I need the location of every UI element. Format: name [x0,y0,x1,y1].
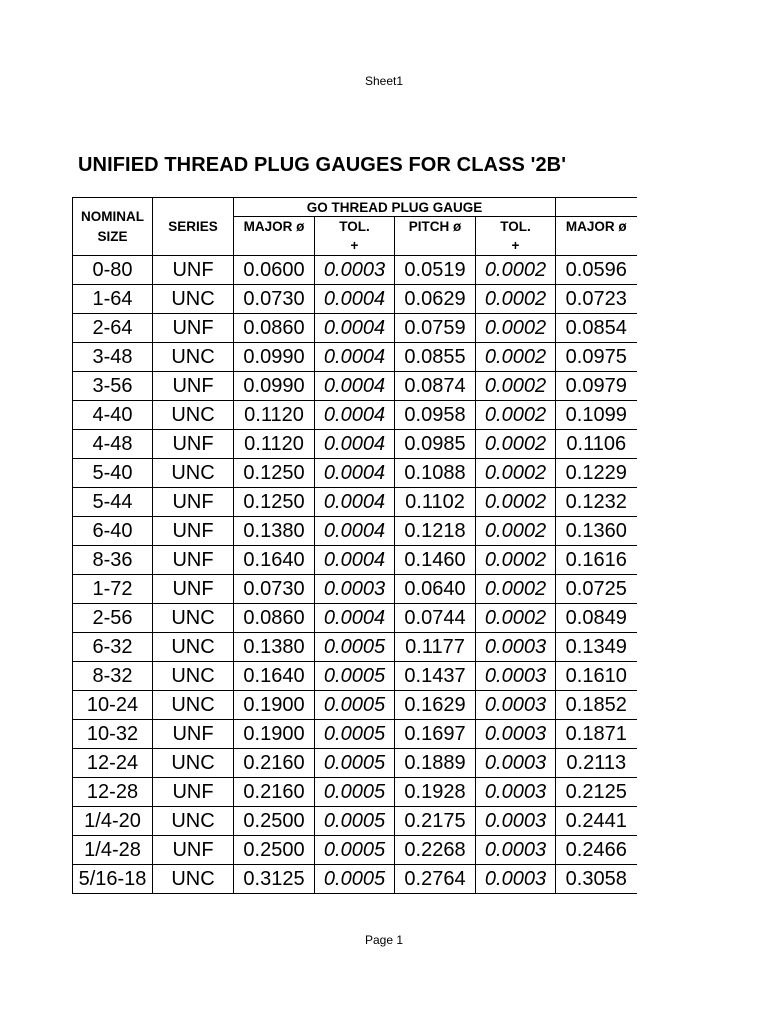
header-go-thread-plug-gauge: GO THREAD PLUG GAUGE [234,198,556,217]
cell-pitch-diameter: 0.1177 [395,633,476,662]
table-row [73,517,637,546]
cell-tolerance-2: 0.0002 [476,401,556,430]
cell-tolerance-2: 0.0002 [476,314,556,343]
cell-series: UNF [153,778,234,807]
cell-major-diameter: 0.2160 [234,749,315,778]
cell-pitch-diameter: 0.0855 [395,343,476,372]
cell-pitch-diameter: 0.0759 [395,314,476,343]
cell-nominal-size: 1/4-20 [73,807,153,836]
cell-pitch-diameter: 0.1437 [395,662,476,691]
cell-tolerance-1: 0.0005 [315,778,395,807]
cell-tolerance-1: 0.0004 [315,488,395,517]
cell-major-diameter-2: 0.0975 [556,343,637,372]
cell-major-diameter: 0.2500 [234,807,315,836]
cell-nominal-size: 5-44 [73,488,153,517]
cell-tolerance-2: 0.0002 [476,372,556,401]
table-row [73,372,637,401]
cell-major-diameter: 0.2500 [234,836,315,865]
cell-series: UNC [153,604,234,633]
cell-tolerance-1: 0.0004 [315,430,395,459]
table-row [73,836,637,865]
cell-tolerance-1: 0.0004 [315,604,395,633]
table-row [73,314,637,343]
cell-major-diameter-2: 0.1360 [556,517,637,546]
table-row [73,807,637,836]
table-row [73,546,637,575]
header-series: SERIES [153,198,234,256]
header-pitch-diameter: PITCH ø [395,217,476,256]
cell-major-diameter: 0.0990 [234,343,315,372]
cell-tolerance-2: 0.0002 [476,546,556,575]
cell-tolerance-1: 0.0004 [315,285,395,314]
cell-major-diameter-2: 0.2441 [556,807,637,836]
cell-tolerance-2: 0.0002 [476,575,556,604]
table-row [73,749,637,778]
table-row [73,691,637,720]
table-row [73,778,637,807]
cell-major-diameter: 0.0730 [234,575,315,604]
cell-nominal-size: 0-80 [73,256,153,285]
cell-major-diameter-2: 0.1099 [556,401,637,430]
cell-tolerance-2: 0.0002 [476,517,556,546]
cell-nominal-size: 2-64 [73,314,153,343]
table-row [73,401,637,430]
table-row [73,604,637,633]
cell-pitch-diameter: 0.1460 [395,546,476,575]
cell-tolerance-1: 0.0005 [315,633,395,662]
cell-major-diameter: 0.1120 [234,401,315,430]
cell-pitch-diameter: 0.0640 [395,575,476,604]
table-row [73,459,637,488]
cell-major-diameter-2: 0.1871 [556,720,637,749]
cell-major-diameter: 0.1120 [234,430,315,459]
cell-major-diameter-2: 0.0723 [556,285,637,314]
header-tol1-line1: TOL. [339,219,370,234]
cell-major-diameter-2: 0.0979 [556,372,637,401]
cell-nominal-size: 4-48 [73,430,153,459]
cell-pitch-diameter: 0.1629 [395,691,476,720]
cell-tolerance-1: 0.0005 [315,720,395,749]
cell-major-diameter: 0.2160 [234,778,315,807]
cell-major-diameter-2: 0.1232 [556,488,637,517]
cell-pitch-diameter: 0.1697 [395,720,476,749]
cell-tolerance-2: 0.0003 [476,720,556,749]
header-nominal-line1: NOMINAL [81,208,144,224]
gauge-table [72,197,637,894]
cell-tolerance-1: 0.0005 [315,836,395,865]
cell-tolerance-2: 0.0002 [476,430,556,459]
cell-series: UNF [153,372,234,401]
cell-series: UNF [153,546,234,575]
cell-tolerance-1: 0.0004 [315,401,395,430]
table-row [73,575,637,604]
cell-series: UNC [153,633,234,662]
cell-major-diameter-2: 0.2125 [556,778,637,807]
cell-tolerance-2: 0.0002 [476,285,556,314]
cell-nominal-size: 10-32 [73,720,153,749]
cell-nominal-size: 12-24 [73,749,153,778]
cell-tolerance-1: 0.0004 [315,343,395,372]
cell-major-diameter-2: 0.1106 [556,430,637,459]
header-nominal-line2: SIZE [97,228,128,244]
cell-tolerance-2: 0.0002 [476,459,556,488]
cell-nominal-size: 6-32 [73,633,153,662]
cell-tolerance-2: 0.0002 [476,256,556,285]
cell-series: UNF [153,836,234,865]
table-row [73,865,637,894]
cell-pitch-diameter: 0.2764 [395,865,476,894]
table-row [73,256,637,285]
cell-series: UNC [153,459,234,488]
cell-major-diameter-2: 0.1229 [556,459,637,488]
cell-major-diameter-2: 0.3058 [556,865,637,894]
cell-series: UNC [153,807,234,836]
cell-series: UNF [153,430,234,459]
cell-major-diameter-2: 0.2466 [556,836,637,865]
table-row [73,662,637,691]
cell-major-diameter: 0.0600 [234,256,315,285]
cell-tolerance-2: 0.0003 [476,749,556,778]
cell-tolerance-1: 0.0004 [315,517,395,546]
cell-pitch-diameter: 0.1088 [395,459,476,488]
cell-nominal-size: 8-32 [73,662,153,691]
table-row [73,633,637,662]
cell-nominal-size: 3-48 [73,343,153,372]
cell-nominal-size: 10-24 [73,691,153,720]
cell-tolerance-2: 0.0003 [476,691,556,720]
header-tol2-line1: TOL. [500,219,531,234]
cell-tolerance-2: 0.0003 [476,865,556,894]
cell-major-diameter: 0.1380 [234,517,315,546]
cell-tolerance-1: 0.0005 [315,749,395,778]
cell-pitch-diameter: 0.0874 [395,372,476,401]
cell-major-diameter: 0.0730 [234,285,315,314]
cell-tolerance-1: 0.0003 [315,575,395,604]
cell-tolerance-1: 0.0004 [315,314,395,343]
cell-major-diameter-2: 0.1852 [556,691,637,720]
cell-major-diameter: 0.1900 [234,720,315,749]
cell-series: UNC [153,865,234,894]
header-empty-cell [556,198,637,217]
cell-pitch-diameter: 0.1889 [395,749,476,778]
cell-pitch-diameter: 0.1102 [395,488,476,517]
cell-series: UNC [153,662,234,691]
cell-series: UNC [153,691,234,720]
cell-major-diameter: 0.1250 [234,488,315,517]
cell-major-diameter: 0.1250 [234,459,315,488]
cell-nominal-size: 5-40 [73,459,153,488]
header-tol2-line2: + [511,238,520,253]
cell-pitch-diameter: 0.1218 [395,517,476,546]
cell-nominal-size: 3-56 [73,372,153,401]
cell-tolerance-2: 0.0003 [476,778,556,807]
table-row [73,285,637,314]
cell-pitch-diameter: 0.0744 [395,604,476,633]
table-row [73,430,637,459]
cell-pitch-diameter: 0.0519 [395,256,476,285]
cell-tolerance-2: 0.0003 [476,662,556,691]
cell-series: UNC [153,749,234,778]
cell-major-diameter-2: 0.1349 [556,633,637,662]
cell-series: UNF [153,517,234,546]
cell-pitch-diameter: 0.0629 [395,285,476,314]
cell-tolerance-1: 0.0005 [315,691,395,720]
cell-major-diameter-2: 0.1610 [556,662,637,691]
cell-nominal-size: 1/4-28 [73,836,153,865]
cell-tolerance-1: 0.0003 [315,256,395,285]
cell-nominal-size: 1-64 [73,285,153,314]
cell-major-diameter-2: 0.0596 [556,256,637,285]
cell-tolerance-1: 0.0004 [315,459,395,488]
cell-major-diameter: 0.1380 [234,633,315,662]
cell-pitch-diameter: 0.0985 [395,430,476,459]
cell-tolerance-1: 0.0004 [315,372,395,401]
table-row [73,488,637,517]
header-major-diameter-2: MAJOR ø [556,217,637,256]
cell-major-diameter-2: 0.1616 [556,546,637,575]
cell-major-diameter: 0.1640 [234,662,315,691]
cell-tolerance-2: 0.0002 [476,604,556,633]
cell-tolerance-1: 0.0005 [315,865,395,894]
cell-series: UNF [153,488,234,517]
page-number: Page 1 [364,933,404,947]
cell-major-diameter: 0.3125 [234,865,315,894]
header-major-diameter: MAJOR ø [234,217,315,256]
table-row [73,343,637,372]
cell-nominal-size: 6-40 [73,517,153,546]
cell-series: UNF [153,314,234,343]
document-title: UNIFIED THREAD PLUG GAUGES FOR CLASS '2B' [78,154,567,176]
cell-nominal-size: 5/16-18 [73,865,153,894]
cell-major-diameter: 0.0860 [234,604,315,633]
header-tolerance-1 [315,217,395,256]
cell-nominal-size: 1-72 [73,575,153,604]
cell-tolerance-1: 0.0004 [315,546,395,575]
cell-series: UNC [153,401,234,430]
cell-tolerance-1: 0.0005 [315,662,395,691]
sheet-name: Sheet1 [364,74,404,88]
header-nominal-size [73,198,153,256]
cell-tolerance-2: 0.0003 [476,807,556,836]
cell-tolerance-2: 0.0002 [476,488,556,517]
cell-tolerance-2: 0.0003 [476,836,556,865]
cell-major-diameter-2: 0.0725 [556,575,637,604]
cell-series: UNF [153,720,234,749]
cell-major-diameter-2: 0.0854 [556,314,637,343]
cell-major-diameter-2: 0.0849 [556,604,637,633]
header-tolerance-2 [476,217,556,256]
cell-nominal-size: 8-36 [73,546,153,575]
cell-series: UNC [153,343,234,372]
cell-major-diameter: 0.0860 [234,314,315,343]
cell-series: UNF [153,575,234,604]
cell-tolerance-2: 0.0002 [476,343,556,372]
header-row-1 [73,198,637,217]
table-row [73,720,637,749]
cell-major-diameter: 0.1640 [234,546,315,575]
cell-nominal-size: 2-56 [73,604,153,633]
cell-pitch-diameter: 0.2175 [395,807,476,836]
cell-pitch-diameter: 0.0958 [395,401,476,430]
cell-major-diameter-2: 0.2113 [556,749,637,778]
cell-series: UNF [153,256,234,285]
cell-pitch-diameter: 0.2268 [395,836,476,865]
cell-series: UNC [153,285,234,314]
cell-major-diameter: 0.0990 [234,372,315,401]
cell-nominal-size: 12-28 [73,778,153,807]
cell-pitch-diameter: 0.1928 [395,778,476,807]
header-tol1-line2: + [350,238,359,253]
cell-tolerance-1: 0.0005 [315,807,395,836]
cell-tolerance-2: 0.0003 [476,633,556,662]
cell-major-diameter: 0.1900 [234,691,315,720]
cell-nominal-size: 4-40 [73,401,153,430]
